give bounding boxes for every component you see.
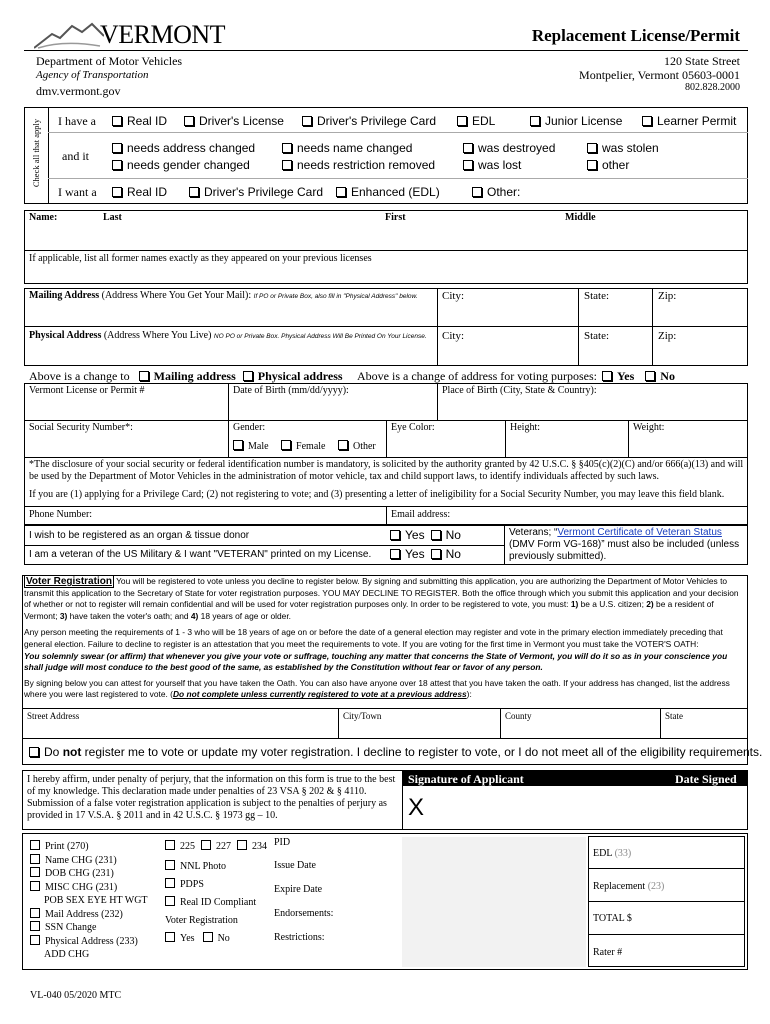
eye-color-label: Eye Color:	[391, 422, 435, 433]
veteran-label: I am a veteran of the US Military & I want "VETERAN" printed on my License.	[29, 549, 372, 560]
town-label: City/Town	[343, 711, 382, 721]
vermont-logo	[34, 18, 226, 52]
female-checkbox[interactable]	[281, 440, 291, 450]
weight-label: Weight:	[633, 422, 665, 433]
office-codes: 225 227 234	[165, 840, 267, 852]
physical-address-label: Physical Address (Address Where You Live) NO PO or Private Box. Physical Address Will Be Printed On Your License.	[29, 330, 427, 341]
phys-zip-label: Zip:	[658, 330, 677, 342]
decline-checkbox[interactable]	[29, 747, 39, 757]
mail-city-label: City:	[442, 290, 465, 302]
other-gender-checkbox[interactable]	[338, 440, 348, 450]
have-learner-permit[interactable]: Learner Permit	[642, 114, 736, 128]
veteran-note: Veterans; “Vermont Certificate of Veteran Status (DMV Form VG-168)” must also be included (unless previously submitted).	[509, 527, 740, 562]
edl-fee: EDL (33)	[593, 848, 632, 859]
email-label: Email address:	[391, 509, 451, 520]
height-label: Height:	[510, 422, 540, 433]
mail-zip-label: Zip:	[658, 290, 677, 302]
have-junior-license[interactable]: Junior License	[530, 114, 622, 128]
have-real-id[interactable]: Real ID	[112, 114, 167, 128]
want-real-id[interactable]: Real ID	[112, 185, 167, 199]
first-label: First	[385, 212, 406, 223]
veteran-yes-checkbox[interactable]	[390, 549, 400, 559]
street: 120 State Street	[664, 54, 740, 68]
have-privilege-card[interactable]: Driver's Privilege Card	[302, 114, 436, 128]
city-state: Montpelier, Vermont 05603-0001	[579, 68, 740, 82]
mailing-address-label: Mailing Address (Address Where You Get Your Mail): If PO or Private Box, also fill in "Physical Address" below.	[29, 290, 418, 301]
mailing-change-checkbox[interactable]	[139, 371, 149, 381]
office-col2: NNL Photo PDPS Real ID Compliant Voter Registration Yes No	[165, 861, 257, 944]
date-signed-label: Date Signed	[675, 772, 737, 786]
needs-restriction-removed[interactable]: needs restriction removed	[282, 158, 435, 172]
rater-number: Rater #	[593, 947, 623, 958]
logo-text: VERMONT	[100, 20, 226, 49]
phys-city-label: City:	[442, 330, 465, 342]
was-lost[interactable]: was lost	[463, 158, 521, 172]
other[interactable]: other	[587, 158, 629, 172]
needs-name-changed[interactable]: needs name changed	[282, 141, 412, 155]
ssn-disclosure: *The disclosure of your social security or federal identification number is mandatory, is solicited by the authority granted by 42 U.S.C. § §405(c)(2)(C) and/or 666(a)(13) and will be used by the Department of Motor Vehicles in the administration of motor vehicle, tax and child support laws, to identify individuals affected by such laws.	[29, 459, 744, 482]
checkbox[interactable]	[302, 116, 312, 126]
county-label: County	[505, 711, 532, 721]
license-number-label: Vermont License or Permit #	[29, 385, 145, 396]
affirmation: I hereby affirm, under penalty of perjury, that the information on this form is true to the best of my knowledge. This declaration made under penalties of 23 VSA § 202 & § 4110. Submission of a false voter registration application is subject to the penalties of perjury as provided in 17 V.S.A. § 2011 and in 42 U.S.C. § 1973 gg – 10.	[27, 774, 396, 821]
office-col1: Print (270) Name CHG (231) DOB CHG (231) MISC CHG (231) POB SEX EYE HT WGT Mail Address (232) SSN Change Physical Address (233) ADD CHG	[30, 840, 148, 962]
pob-label: Place of Birth (City, State & Country):	[442, 385, 597, 396]
last-label: Last	[103, 212, 122, 223]
checkbox[interactable]	[112, 116, 122, 126]
organ-yes-checkbox[interactable]	[390, 530, 400, 540]
state-label: State	[665, 711, 683, 721]
organ-options: Yes No	[390, 528, 461, 542]
replacement-fee: Replacement (23)	[593, 881, 665, 892]
was-stolen[interactable]: was stolen	[587, 141, 659, 155]
signature-field[interactable]: X	[408, 794, 425, 821]
gender-label: Gender:	[233, 422, 266, 433]
want-privilege-card[interactable]: Driver's Privilege Card	[189, 185, 323, 199]
phone: 802.828.2000	[685, 82, 740, 93]
phys-state-label: State:	[584, 330, 610, 342]
checkbox[interactable]	[457, 116, 467, 126]
veteran-certificate-link[interactable]: Vermont Certificate of Veteran Status	[557, 527, 722, 538]
male-checkbox[interactable]	[233, 440, 243, 450]
voter-text: Voter Registration You will be registered to vote unless you decline to register below. By signing and submitting this application, you are authorizing the Department of Motor Vehicles to transmit this application to the Secretary of State for voter registration purposes. YOU MAY DECLINE TO REGISTER. Both the office through which you submit this application and your decision of whether or not to register will remain confidential and will be used for voter registration purposes only. In order to be registered to vote, you must: 1) be a U.S. citizen; 2) be a resident of Vermont; 3) have taken the voter's oath; and 4) 18 years of age or older. Any person meeting the requirements of 1 - 3 who will be 18 years of age on or before the date of a general election may register and vote in the primary election immediately preceding that general election. Failure to decline to register is an attestation that you meet the requirements to vote. If you are voting for the first time in Vermont you must take the VOTER'S OATH: You solemnly swear (or affirm) that whenever you give your vote or suffrage, touching any matter that concerns the State of Vermont, you will do it so as in your conscience you shall judge will most conduce to the best good of the same, as established by the Constitution without fear or favor of any person. By signing below you can attest for yourself that you have taken the Oath. You can also have anyone over 18 attest that you have taken the oath. If your address has changed, list the address where you were last registered to vote. (Do not complete unless currently registered to vote at a previous address):	[24, 576, 739, 700]
and-it-label: and it	[62, 149, 89, 163]
have-edl[interactable]: EDL	[457, 114, 495, 128]
privilege-note: If you are (1) applying for a Privilege Card; (2) not registering to vote; and (3) presenting a letter of ineligibility for a Social Security Number, you may leave this field blank.	[29, 489, 725, 500]
mountain-icon	[34, 20, 104, 50]
check-all-label: Check all that apply	[31, 118, 41, 188]
ssn-label: Social Security Number*:	[29, 422, 133, 433]
needs-gender-changed[interactable]: needs gender changed	[112, 158, 250, 172]
have-drivers-license[interactable]: Driver's License	[184, 114, 284, 128]
physical-change-checkbox[interactable]	[243, 371, 253, 381]
checkbox[interactable]	[530, 116, 540, 126]
i-have-label: I have a	[58, 114, 96, 128]
phone-label: Phone Number:	[29, 509, 93, 520]
needs-address-changed[interactable]: needs address changed	[112, 141, 255, 155]
checkbox[interactable]	[184, 116, 194, 126]
voting-yes-checkbox[interactable]	[602, 371, 612, 381]
i-want-label: I want a	[58, 185, 97, 199]
photo-area	[402, 837, 586, 967]
dob-label: Date of Birth (mm/dd/yyyy):	[233, 385, 349, 396]
office-col3: PID Issue Date Expire Date Endorsements: Restrictions:	[274, 837, 334, 943]
website: dmv.vermont.gov	[36, 84, 121, 98]
want-other[interactable]: Other:	[472, 185, 520, 199]
street-label: Street Address	[27, 711, 80, 721]
and-options	[112, 141, 752, 177]
signature-label: Signature of Applicant	[408, 772, 524, 786]
want-enhanced-edl[interactable]: Enhanced (EDL)	[336, 185, 440, 199]
veteran-options: Yes No	[390, 547, 461, 561]
was-destroyed[interactable]: was destroyed	[463, 141, 555, 155]
total-fee: TOTAL $	[593, 913, 632, 924]
name-label: Name:	[29, 212, 58, 223]
middle-label: Middle	[565, 212, 596, 223]
form-number: VL-040 05/2020 MTC	[30, 990, 122, 1001]
voting-change-row: Above is a change of address for voting purposes: Yes No	[357, 369, 675, 383]
decline-row: Do not register me to vote or update my voter registration. I decline to register to vote, or I do not meet all of the eligibility requirements.	[29, 745, 762, 759]
dept-name: Department of Motor Vehicles	[36, 54, 183, 68]
veteran-no-checkbox[interactable]	[431, 549, 441, 559]
organ-no-checkbox[interactable]	[431, 530, 441, 540]
former-names-label: If applicable, list all former names exactly as they appeared on your previous licenses	[29, 253, 372, 264]
change-row: Above is a change to Mailing address Physical address	[29, 369, 343, 383]
mail-state-label: State:	[584, 290, 610, 302]
checkbox[interactable]	[642, 116, 652, 126]
organ-donor-label: I wish to be registered as an organ & tissue donor	[29, 530, 250, 541]
gender-options: Male Female Other	[233, 440, 376, 452]
page-title: Replacement License/Permit	[531, 26, 740, 45]
voting-no-checkbox[interactable]	[645, 371, 655, 381]
agency-name: Agency of Transportation	[36, 69, 149, 81]
